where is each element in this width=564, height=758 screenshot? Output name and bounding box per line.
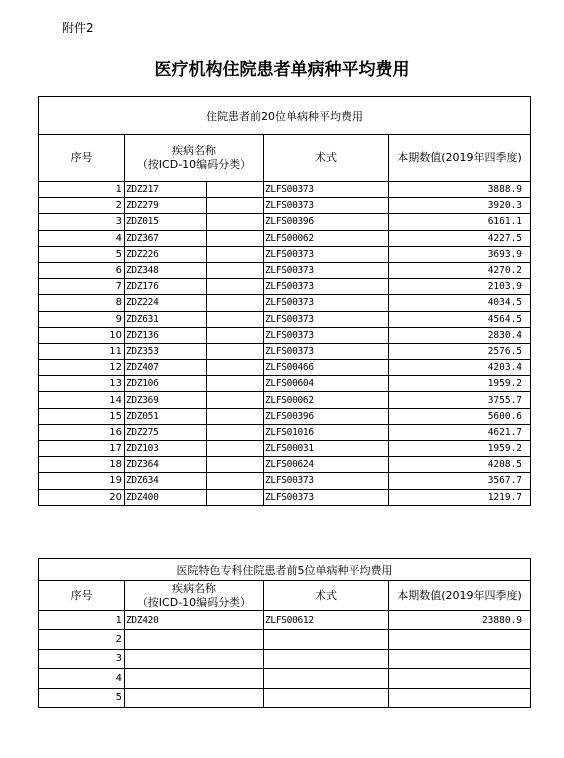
- table-row: [39, 473, 531, 489]
- cell-surgery: ZLFS00624: [264, 457, 389, 473]
- cell-seq: 7: [39, 279, 125, 295]
- cell-surgery: ZLFS00373: [264, 198, 389, 214]
- cell-disease-code: ZDZ631: [125, 311, 207, 327]
- cell-blank: [207, 182, 264, 198]
- table-row: [39, 457, 531, 473]
- cell-disease-code: ZDZ348: [125, 262, 207, 278]
- cell-disease-code: ZDZ015: [125, 214, 207, 230]
- table-row: [39, 295, 531, 311]
- cell-seq: 1: [39, 611, 125, 630]
- cell-disease-code: ZDZ275: [125, 424, 207, 440]
- attachment-label: 附件2: [62, 21, 94, 35]
- cell-value: 4034.5: [389, 295, 531, 311]
- cell-value: 5600.6: [389, 408, 531, 424]
- document-title: 医疗机构住院患者单病种平均费用: [154, 60, 410, 80]
- cell-seq: 6: [39, 262, 125, 278]
- cell-value: 3567.7: [389, 473, 531, 489]
- cell-disease-code: ZDZ367: [125, 230, 207, 246]
- cell-blank: [207, 230, 264, 246]
- cell-blank: [207, 198, 264, 214]
- table-row: [39, 441, 531, 457]
- cell-blank: [207, 327, 264, 343]
- cell-disease-code: ZDZ051: [125, 408, 207, 424]
- cell-seq: 15: [39, 408, 125, 424]
- cell-disease-code: ZDZ634: [125, 473, 207, 489]
- cell-disease-code: ZDZ364: [125, 457, 207, 473]
- table-row: [39, 311, 531, 327]
- cell-surgery: ZLFS01016: [264, 424, 389, 440]
- table-row: [39, 630, 531, 649]
- cell-disease-code: ZDZ420: [125, 611, 264, 630]
- cell-surgery: ZLFS00373: [264, 489, 389, 505]
- cell-value: 2576.5: [389, 343, 531, 359]
- cell-seq: 13: [39, 376, 125, 392]
- cell-blank: [207, 262, 264, 278]
- cell-value: 4621.7: [389, 424, 531, 440]
- table-row: [39, 198, 531, 214]
- cell-seq: 16: [39, 424, 125, 440]
- cell-blank: [207, 441, 264, 457]
- cell-value: 1959.2: [389, 376, 531, 392]
- cell-surgery: ZLFS00373: [264, 279, 389, 295]
- cell-value: [389, 669, 531, 688]
- cell-blank: [207, 295, 264, 311]
- header-surgery: 术式: [264, 581, 389, 611]
- cell-disease-code: ZDZ226: [125, 246, 207, 262]
- cell-seq: 19: [39, 473, 125, 489]
- table-row: [39, 611, 531, 630]
- cell-surgery: ZLFS00612: [264, 611, 389, 630]
- table-row: [39, 649, 531, 668]
- cell-surgery: ZLFS00604: [264, 376, 389, 392]
- cell-surgery: ZLFS00373: [264, 246, 389, 262]
- cell-value: 4227.5: [389, 230, 531, 246]
- cell-disease-code: ZDZ136: [125, 327, 207, 343]
- header-disease-name: [125, 581, 264, 611]
- table-row: [39, 230, 531, 246]
- cell-blank: [207, 311, 264, 327]
- cell-blank: [207, 392, 264, 408]
- table-caption: 医院特色专科住院患者前5位单病种平均费用: [39, 559, 531, 581]
- table-row: [39, 214, 531, 230]
- header-value: 本期数值(2019年四季度): [389, 581, 531, 611]
- cell-blank: [207, 376, 264, 392]
- cell-surgery: ZLFS00396: [264, 214, 389, 230]
- cell-disease-code: [125, 649, 264, 668]
- cell-seq: 14: [39, 392, 125, 408]
- cell-disease-code: ZDZ106: [125, 376, 207, 392]
- table-row: [39, 424, 531, 440]
- cell-surgery: ZLFS00373: [264, 473, 389, 489]
- cell-surgery: ZLFS00466: [264, 360, 389, 376]
- cell-value: [389, 649, 531, 668]
- cell-value: 3755.7: [389, 392, 531, 408]
- cell-surgery: ZLFS00062: [264, 230, 389, 246]
- cell-surgery: [264, 649, 389, 668]
- specialty-top5-cost-table: [38, 558, 531, 708]
- cell-seq: 3: [39, 214, 125, 230]
- cell-surgery: [264, 630, 389, 649]
- cell-surgery: ZLFS00396: [264, 408, 389, 424]
- cell-surgery: ZLFS00373: [264, 327, 389, 343]
- table-row: [39, 279, 531, 295]
- cell-value: [389, 630, 531, 649]
- cell-disease-code: ZDZ217: [125, 182, 207, 198]
- table-row: [39, 489, 531, 505]
- cell-value: 1219.7: [389, 489, 531, 505]
- cell-seq: 8: [39, 295, 125, 311]
- cell-seq: 3: [39, 649, 125, 668]
- cell-blank: [207, 279, 264, 295]
- cell-seq: 9: [39, 311, 125, 327]
- cell-value: 4208.5: [389, 457, 531, 473]
- table-row: [39, 343, 531, 359]
- cell-disease-code: ZDZ279: [125, 198, 207, 214]
- cell-disease-code: [125, 630, 264, 649]
- cell-value: 1959.2: [389, 441, 531, 457]
- cell-blank: [207, 473, 264, 489]
- table-row: [39, 669, 531, 688]
- cell-seq: 2: [39, 630, 125, 649]
- cell-disease-code: ZDZ407: [125, 360, 207, 376]
- cell-disease-code: ZDZ224: [125, 295, 207, 311]
- cell-value: [389, 688, 531, 707]
- top20-cost-table: [38, 96, 531, 506]
- cell-blank: [207, 489, 264, 505]
- cell-seq: 5: [39, 688, 125, 707]
- header-surgery: 术式: [264, 135, 389, 182]
- header-disease-code-note: （按ICD-10编码分类）: [136, 595, 252, 609]
- cell-seq: 4: [39, 230, 125, 246]
- cell-surgery: [264, 688, 389, 707]
- cell-seq: 17: [39, 441, 125, 457]
- table-row: [39, 327, 531, 343]
- cell-value: 3693.9: [389, 246, 531, 262]
- cell-seq: 5: [39, 246, 125, 262]
- cell-seq: 1: [39, 182, 125, 198]
- cell-blank: [207, 408, 264, 424]
- cell-surgery: ZLFS00031: [264, 441, 389, 457]
- cell-value: 2830.4: [389, 327, 531, 343]
- cell-seq: 12: [39, 360, 125, 376]
- cell-blank: [207, 246, 264, 262]
- cell-disease-code: [125, 669, 264, 688]
- cell-disease-code: ZDZ369: [125, 392, 207, 408]
- cell-disease-code: [125, 688, 264, 707]
- table-row: [39, 376, 531, 392]
- header-disease-name-label: 疾病名称: [172, 581, 216, 595]
- cell-surgery: ZLFS00373: [264, 295, 389, 311]
- cell-value: 3920.3: [389, 198, 531, 214]
- cell-surgery: ZLFS00062: [264, 392, 389, 408]
- cell-disease-code: ZDZ176: [125, 279, 207, 295]
- cell-surgery: ZLFS00373: [264, 311, 389, 327]
- cell-disease-code: ZDZ353: [125, 343, 207, 359]
- header-seq: 序号: [39, 581, 125, 611]
- cell-disease-code: ZDZ400: [125, 489, 207, 505]
- table-row: [39, 688, 531, 707]
- table-row: [39, 408, 531, 424]
- header-seq: 序号: [39, 135, 125, 182]
- cell-value: 2103.9: [389, 279, 531, 295]
- table-row: [39, 360, 531, 376]
- cell-value: 4203.4: [389, 360, 531, 376]
- header-disease-name: [125, 135, 264, 182]
- table-row: [39, 182, 531, 198]
- cell-seq: 20: [39, 489, 125, 505]
- cell-surgery: [264, 669, 389, 688]
- cell-disease-code: ZDZ103: [125, 441, 207, 457]
- cell-blank: [207, 457, 264, 473]
- cell-seq: 18: [39, 457, 125, 473]
- table-body: [39, 182, 531, 506]
- table-row: [39, 262, 531, 278]
- cell-blank: [207, 360, 264, 376]
- table-caption: 住院患者前20位单病种平均费用: [39, 97, 531, 135]
- cell-value: 6161.1: [389, 214, 531, 230]
- cell-seq: 4: [39, 669, 125, 688]
- cell-blank: [207, 214, 264, 230]
- cell-value: 4564.5: [389, 311, 531, 327]
- cell-blank: [207, 424, 264, 440]
- cell-surgery: ZLFS00373: [264, 262, 389, 278]
- header-disease-code-note: （按ICD-10编码分类）: [136, 158, 252, 171]
- table-row: [39, 246, 531, 262]
- cell-seq: 10: [39, 327, 125, 343]
- cell-seq: 11: [39, 343, 125, 359]
- cell-blank: [207, 343, 264, 359]
- cell-value: 23880.9: [389, 611, 531, 630]
- table-body: [39, 611, 531, 708]
- cell-surgery: ZLFS00373: [264, 343, 389, 359]
- cell-value: 4270.2: [389, 262, 531, 278]
- header-disease-name-label: 疾病名称: [172, 144, 216, 157]
- header-value: 本期数值(2019年四季度): [389, 135, 531, 182]
- cell-seq: 2: [39, 198, 125, 214]
- cell-surgery: ZLFS00373: [264, 182, 389, 198]
- cell-value: 3888.9: [389, 182, 531, 198]
- table-row: [39, 392, 531, 408]
